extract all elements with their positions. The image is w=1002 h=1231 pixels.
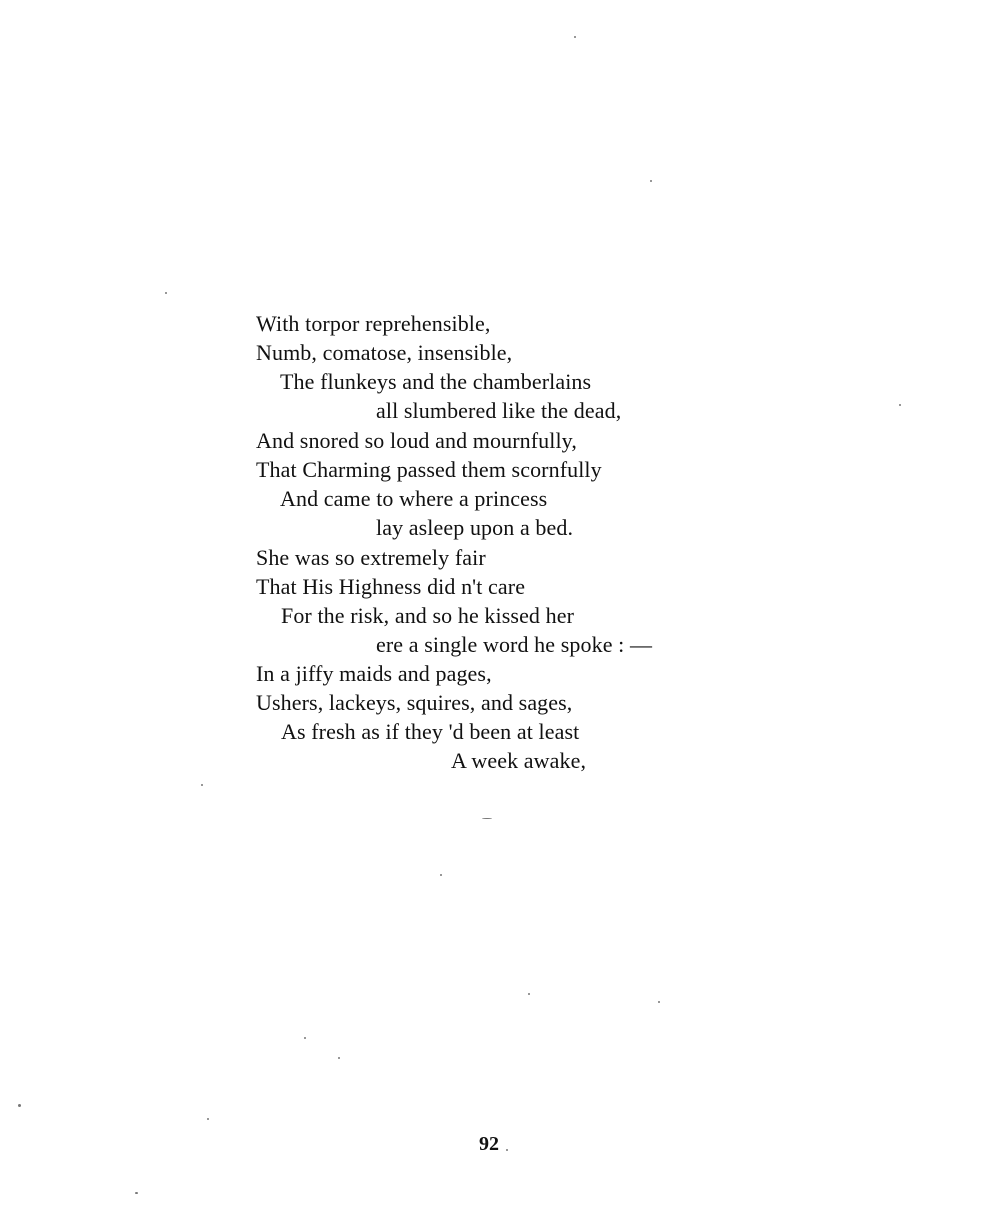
scan-speck xyxy=(482,818,492,819)
poem-line: Numb, comatose, insensible, xyxy=(256,340,513,365)
scan-speck xyxy=(528,993,530,995)
poem-line: And snored so loud and mournfully, xyxy=(256,428,577,453)
page-number: 92 xyxy=(479,1133,499,1155)
scan-speck xyxy=(506,1149,508,1151)
poem-line: For the risk, and so he kissed her xyxy=(281,603,575,628)
scan-speck xyxy=(440,874,442,876)
poem-line: That His Highness did n't care xyxy=(256,574,526,599)
poem-line: As fresh as if they 'd been at least xyxy=(281,719,580,744)
poem-line: all slumbered like the dead, xyxy=(376,398,622,423)
scan-speck xyxy=(135,1192,138,1194)
scan-speck xyxy=(338,1057,340,1059)
poem-line: In a jiffy maids and pages, xyxy=(256,661,492,686)
poem-line: ere a single word he spoke : — xyxy=(376,632,653,657)
poem-line: The flunkeys and the chamberlains xyxy=(280,369,592,394)
scan-speck xyxy=(207,1118,209,1120)
scan-speck xyxy=(304,1037,306,1039)
poem-line: A week awake, xyxy=(451,748,587,773)
scan-speck xyxy=(899,404,901,406)
poem-line: Ushers, lackeys, squires, and sages, xyxy=(256,690,573,715)
poem-line: And came to where a princess xyxy=(280,486,548,511)
scan-speck xyxy=(658,1001,660,1003)
scan-speck xyxy=(650,180,652,182)
poem-line: lay asleep upon a bed. xyxy=(376,515,574,540)
scan-speck xyxy=(18,1104,21,1107)
scan-speck xyxy=(201,784,203,786)
poem-line: With torpor reprehensible, xyxy=(256,311,491,336)
scan-speck xyxy=(165,292,167,294)
poem-line: That Charming passed them scornfully xyxy=(256,457,602,482)
scan-speck xyxy=(574,36,576,38)
poem-line: She was so extremely fair xyxy=(256,545,486,570)
